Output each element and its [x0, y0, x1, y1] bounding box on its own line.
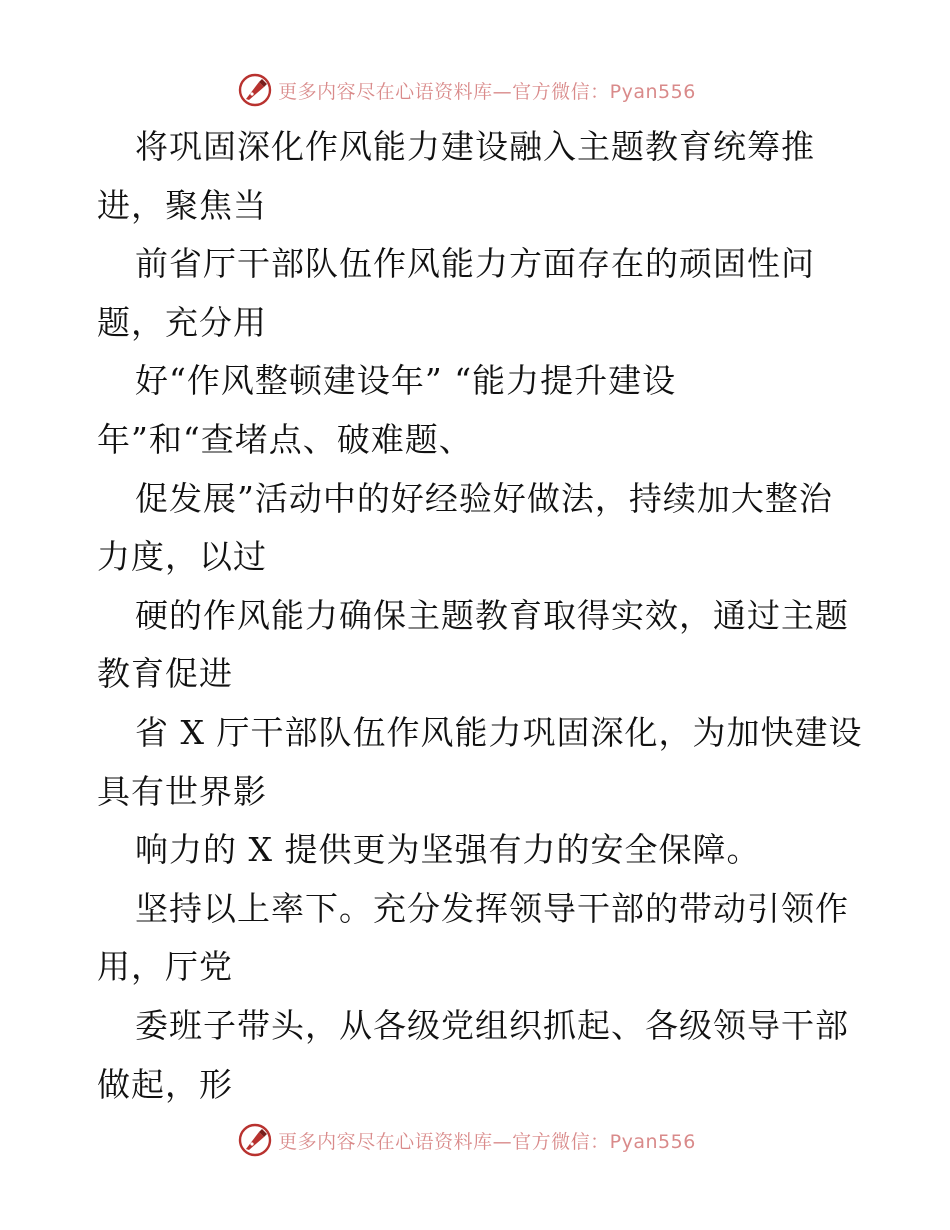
header-watermark-banner: [0, 70, 950, 110]
footer-watermark-text: 更多内容尽在心语资料库—官方微信：Pyan556: [278, 1130, 696, 1153]
footer-watermark-banner: [0, 1120, 950, 1160]
text-line: 响力的 X 提供更为坚强有力的安全保障。: [135, 830, 761, 870]
text-line: 将巩固深化作风能力建设融入主题教育统筹推: [135, 127, 815, 166]
text-line: 促发展”活动中的好经验好做法，持续加大整治: [135, 478, 833, 518]
text-line: 用，厅党: [97, 947, 233, 987]
text-line: 力度，以过: [97, 537, 267, 577]
document-body: [97, 118, 863, 1114]
pen-nib-logo-icon: [238, 73, 272, 107]
footer-watermark: [238, 1123, 696, 1157]
text-line: 进，聚焦当: [97, 185, 267, 225]
text-line: 教育促进: [97, 654, 233, 694]
pen-nib-logo-icon: [238, 1123, 272, 1157]
text-line: 硬的作风能力确保主题教育取得实效，通过主题: [135, 595, 849, 635]
text-line: 做起，形: [97, 1064, 233, 1104]
text-line: 好“作风整顿建设年” “能力提升建设: [135, 361, 677, 401]
header-watermark-text: 更多内容尽在心语资料库—官方微信：Pyan556: [278, 80, 696, 103]
text-line: 题，充分用: [97, 302, 267, 342]
text-line: 省 X 厅干部队伍作风能力巩固深化，为加快建设: [135, 712, 863, 752]
text-line: 委班子带头，从各级党组织抓起、各级领导干部: [135, 1005, 849, 1045]
text-line: 具有世界影: [97, 771, 267, 811]
text-line: 年”和“查堵点、破难题、: [97, 419, 473, 459]
header-watermark: [238, 73, 696, 107]
text-line: 前省厅干部队伍作风能力方面存在的顽固性问: [135, 244, 815, 284]
text-line: 坚持以上率下。充分发挥领导干部的带动引领作: [135, 888, 849, 928]
